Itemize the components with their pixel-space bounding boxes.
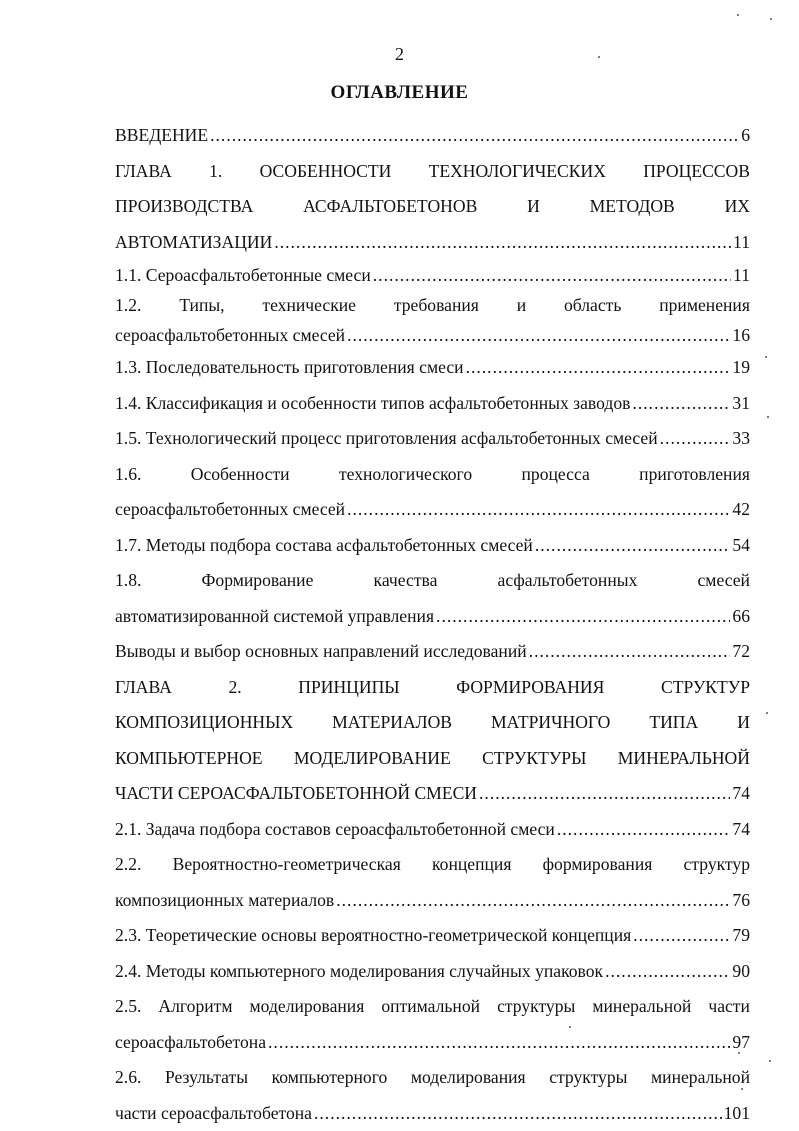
toc-entry-s2-6[interactable]: [115, 1060, 750, 1131]
toc-word: область: [564, 290, 621, 320]
toc-word: ПРОИЗВОДСТВА: [115, 189, 253, 225]
toc-entry-title: 1.1. Сероасфальтобетонные смеси: [115, 260, 371, 290]
toc-word: 2.: [228, 670, 241, 706]
toc-entry-leader-line: [115, 599, 750, 635]
toc-entry-title: АВТОМАТИЗАЦИИ: [115, 225, 272, 261]
dot-leader: [535, 528, 731, 564]
dot-leader: [347, 492, 730, 528]
toc-entry-line: [115, 189, 750, 225]
toc-entry-s1-6[interactable]: [115, 457, 750, 528]
toc-entry-page: 31: [732, 386, 750, 422]
toc-word: приготовления: [639, 457, 750, 493]
toc-entry-page: 54: [732, 528, 750, 564]
toc-entry-s1-5[interactable]: [115, 421, 750, 457]
toc-entry-title: 2.4. Методы компьютерного моделирования случайных упаковок: [115, 954, 603, 990]
toc-entry-title: ЧАСТИ СЕРОАСФАЛЬТОБЕТОННОЙ СМЕСИ: [115, 776, 477, 812]
dot-leader: [314, 1096, 722, 1131]
toc-entry-s2-3[interactable]: [115, 918, 750, 954]
dot-leader: [347, 320, 730, 350]
toc-entry-page: 76: [732, 883, 750, 919]
toc-word: МЕТОДОВ: [590, 189, 675, 225]
toc-word: СТРУКТУРЫ: [482, 741, 586, 777]
toc-word: моделирования: [411, 1060, 526, 1096]
toc-word: моделирования: [250, 989, 365, 1025]
toc-word: МИНЕРАЛЬНОЙ: [618, 741, 750, 777]
toc-word: 2.6.: [115, 1060, 141, 1096]
toc-entry-leader-line: [115, 634, 750, 670]
toc-word: компьютерного: [272, 1060, 388, 1096]
dot-leader: [274, 225, 731, 261]
toc-word: и: [517, 290, 526, 320]
toc-entry-ch1[interactable]: [115, 154, 750, 261]
dot-leader: [605, 954, 730, 990]
dot-leader: [479, 776, 730, 812]
toc-word: технологического: [339, 457, 472, 493]
toc-entry-s1-3[interactable]: [115, 350, 750, 386]
toc-word: МАТЕРИАЛОВ: [332, 705, 452, 741]
toc-word: качества: [374, 563, 438, 599]
dot-leader: [632, 386, 730, 422]
toc-word: смесей: [698, 563, 750, 599]
toc-word: требования: [394, 290, 479, 320]
toc-word: асфальтобетонных: [498, 563, 638, 599]
toc-word: ГЛАВА: [115, 154, 172, 190]
toc-word: Вероятностно-геометрическая: [173, 847, 401, 883]
toc-word: ОСОБЕННОСТИ: [260, 154, 392, 190]
toc-entry-page: 90: [732, 954, 750, 990]
toc-entry-leader-line: [115, 883, 750, 919]
toc-entry-page: 6: [741, 118, 750, 154]
toc-entry-leader-line: [115, 1025, 750, 1061]
dot-leader: [633, 918, 730, 954]
dot-leader: [660, 421, 731, 457]
toc-entry-page: 97: [732, 1025, 750, 1061]
toc-word: концепция: [432, 847, 511, 883]
toc-word: структуры: [497, 989, 575, 1025]
toc-word: МАТРИЧНОГО: [491, 705, 610, 741]
dot-leader: [436, 599, 730, 635]
toc-word: ФОРМИРОВАНИЯ: [456, 670, 604, 706]
toc-entry-page: 42: [732, 492, 750, 528]
toc-entry-title: 2.1. Задача подбора составов сероасфальтобетонной смеси: [115, 812, 555, 848]
toc-word: оптимальной: [381, 989, 480, 1025]
toc-word: ИХ: [725, 189, 750, 225]
toc-word: части: [708, 989, 750, 1025]
toc-word: процесса: [521, 457, 589, 493]
toc-entry-line: [115, 741, 750, 777]
toc-word: КОМПЬЮТЕРНОЕ: [115, 741, 263, 777]
toc-entry-line: [115, 705, 750, 741]
toc-entry-leader-line: [115, 350, 750, 386]
toc-word: И: [737, 705, 750, 741]
toc-entry-title: сероасфальтобетона: [115, 1025, 266, 1061]
toc-word: формирования: [543, 847, 653, 883]
toc-entry-conclusions[interactable]: [115, 634, 750, 670]
toc-entry-leader-line: [115, 118, 750, 154]
toc-word: ТИПА: [649, 705, 698, 741]
toc-entry-line: [115, 1060, 750, 1096]
toc-entry-line: [115, 670, 750, 706]
dot-leader: [336, 883, 730, 919]
toc-entry-line: [115, 989, 750, 1025]
toc-entry-s1-7[interactable]: [115, 528, 750, 564]
dot-leader: [557, 812, 731, 848]
toc-entry-title: части сероасфальтобетона: [115, 1096, 312, 1131]
toc-entry-s1-4[interactable]: [115, 386, 750, 422]
toc-entry-page: 79: [732, 918, 750, 954]
toc-word: ГЛАВА: [115, 670, 172, 706]
toc-entry-leader-line: [115, 812, 750, 848]
toc-entry-leader-line: [115, 954, 750, 990]
dot-leader: [529, 634, 731, 670]
toc-entry-title: 1.4. Классификация и особенности типов асфальтобетонных заводов: [115, 386, 630, 422]
toc-word: 2.5.: [115, 989, 141, 1025]
toc-entry-page: 101: [724, 1096, 750, 1131]
toc-word: Особенности: [191, 457, 290, 493]
toc-word: Формирование: [202, 563, 314, 599]
toc-entry-s2-5[interactable]: [115, 989, 750, 1060]
toc-entry-leader-line: [115, 320, 750, 350]
toc-entry-leader-line: [115, 1096, 750, 1131]
toc-title: ОГЛАВЛЕНИЕ: [0, 82, 799, 104]
toc-word: структур: [684, 847, 750, 883]
toc-entry-title: Выводы и выбор основных направлений исследований: [115, 634, 527, 670]
toc-entry-page: 74: [732, 812, 750, 848]
toc-entry-page: 74: [732, 776, 750, 812]
dot-leader: [373, 260, 731, 290]
toc-entry-page: 11: [733, 225, 750, 261]
toc-word: 1.6.: [115, 457, 141, 493]
table-of-contents: [115, 118, 750, 1131]
toc-entry-s2-4[interactable]: [115, 954, 750, 990]
toc-entry-s1-8[interactable]: [115, 563, 750, 634]
toc-entry-s2-2[interactable]: [115, 847, 750, 918]
toc-entry-page: 66: [732, 599, 750, 635]
toc-word: АСФАЛЬТОБЕТОНОВ: [303, 189, 477, 225]
toc-word: Алгоритм: [158, 989, 232, 1025]
dot-leader: [466, 350, 731, 386]
toc-entry-intro[interactable]: [115, 118, 750, 154]
toc-entry-page: 33: [732, 421, 750, 457]
toc-entry-ch2[interactable]: [115, 670, 750, 812]
dot-leader: [268, 1025, 730, 1061]
toc-entry-title: 1.5. Технологический процесс приготовления асфальтобетонных смесей: [115, 421, 658, 457]
page-number: 2: [0, 44, 799, 65]
toc-entry-page: 11: [733, 260, 750, 290]
toc-entry-title: 2.3. Теоретические основы вероятностно-геометрической концепция: [115, 918, 631, 954]
toc-entry-page: 19: [732, 350, 750, 386]
toc-word: структуры: [549, 1060, 627, 1096]
toc-entry-leader-line: [115, 528, 750, 564]
toc-entry-page: 72: [732, 634, 750, 670]
toc-word: минеральной: [651, 1060, 750, 1096]
toc-entry-s2-1[interactable]: [115, 812, 750, 848]
toc-entry-title: сероасфальтобетонных смесей: [115, 320, 345, 350]
toc-entry-leader-line: [115, 918, 750, 954]
toc-entry-s1-2[interactable]: [115, 290, 750, 350]
toc-entry-title: 1.7. Методы подбора состава асфальтобетонных смесей: [115, 528, 533, 564]
toc-entry-title: автоматизированной системой управления: [115, 599, 434, 635]
toc-word: применения: [659, 290, 750, 320]
toc-entry-leader-line: [115, 225, 750, 261]
toc-word: И: [527, 189, 540, 225]
toc-word: ПРОЦЕССОВ: [643, 154, 750, 190]
toc-word: ПРИНЦИПЫ: [298, 670, 399, 706]
toc-entry-line: [115, 154, 750, 190]
toc-entry-leader-line: [115, 776, 750, 812]
toc-word: СТРУКТУР: [661, 670, 750, 706]
toc-entry-leader-line: [115, 421, 750, 457]
toc-entry-line: [115, 847, 750, 883]
toc-entry-title: ВВЕДЕНИЕ: [115, 118, 208, 154]
toc-entry-s1-1[interactable]: [115, 260, 750, 290]
toc-entry-title: сероасфальтобетонных смесей: [115, 492, 345, 528]
toc-word: Результаты: [165, 1060, 248, 1096]
toc-entry-leader-line: [115, 386, 750, 422]
toc-word: Типы,: [179, 290, 224, 320]
toc-entry-page: 16: [732, 320, 750, 350]
toc-entry-title: 1.3. Последовательность приготовления смеси: [115, 350, 464, 386]
toc-entry-line: [115, 563, 750, 599]
toc-word: минеральной: [592, 989, 691, 1025]
toc-word: 2.2.: [115, 847, 141, 883]
toc-word: КОМПОЗИЦИОННЫХ: [115, 705, 293, 741]
dot-leader: [210, 118, 739, 154]
toc-word: 1.8.: [115, 563, 141, 599]
toc-word: 1.: [209, 154, 222, 190]
toc-word: ТЕХНОЛОГИЧЕСКИХ: [429, 154, 606, 190]
toc-entry-leader-line: [115, 260, 750, 290]
toc-entry-line: [115, 457, 750, 493]
toc-word: 1.2.: [115, 290, 141, 320]
toc-word: технические: [262, 290, 356, 320]
toc-entry-line: [115, 290, 750, 320]
toc-entry-leader-line: [115, 492, 750, 528]
toc-word: МОДЕЛИРОВАНИЕ: [294, 741, 451, 777]
toc-entry-title: композиционных материалов: [115, 883, 334, 919]
